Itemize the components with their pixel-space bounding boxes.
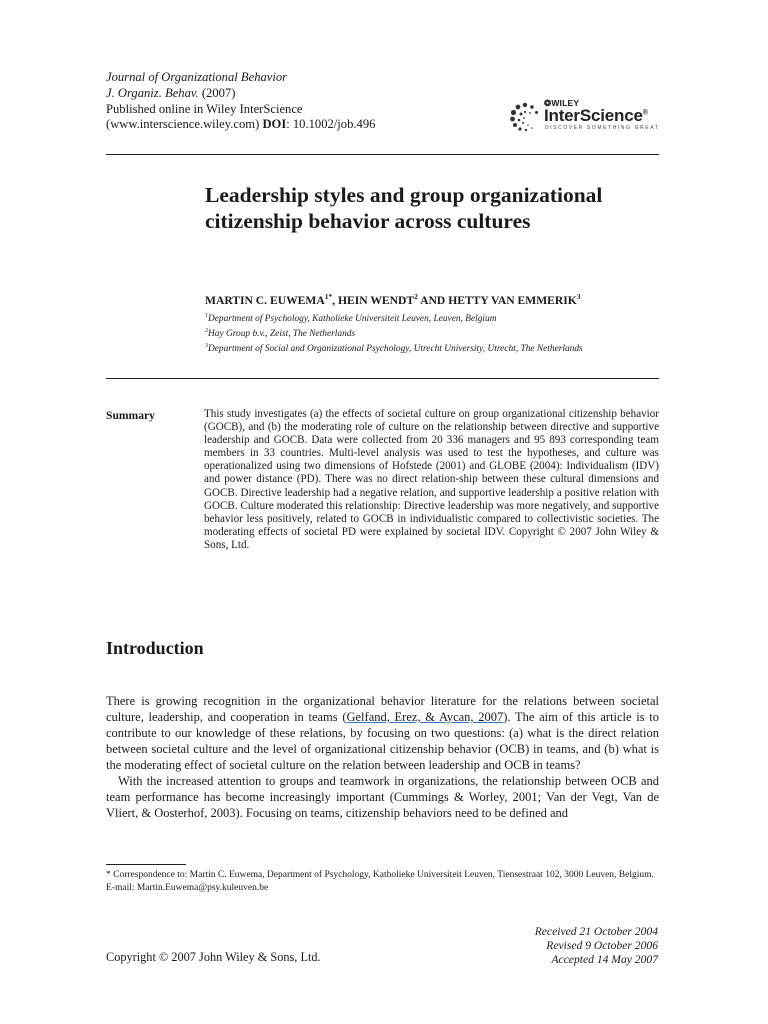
summary-text: This study investigates (a) the effects of societal culture on group organizational citizenship behavior (GOCB), and (b) the moderating role of culture on the relationship between directive and supportive leadership and GOCB. Data were collected from 20 336 managers and 95 893 corresponding team members in 33 countries. Multi-level analysis was used to test the hypotheses, and culture was operationalized using two dimensions of Hofstede (2001) and GLOBE (2004): Individualism (IDV) and power distance (PD). There was no direct relation-ship between these cultural dimensions and GOCB. Directive leadership had a negative relation, and supportive leadership a positive relation with GOCB. Culture moderated this relationship: Directive leadership was more negatively, and supportive behavior less positively, related to GOCB in individualistic compared to collectivistic societies. The moderating effects of societal PD were explained by societal IDV. Copyright © 2007 John Wiley & Sons, Ltd. <box>204 408 659 551</box>
paragraph: There is growing recognition in the organizational behavior literature for the relations between societal culture, leadership, and cooperation in teams (Gelfand, Erez, & Aycan, 2007). The aim of this article is to contribute to our knowledge of these relations, by focusing on two questions: (a) what is the direct relation between societal culture and the level of organizational citizenship behavior (OCB) in teams, and (b) what is the moderating effect of societal culture on the relation between leadership and OCB in teams? <box>106 694 659 772</box>
paragraph: With the increased attention to groups and teamwork in organizations, the relationship between OCB and team performance has become increasingly important (Cummings & Worley, 2001; Van der Vegt, Van de Vliert, & Oosterhof, 2003). Focusing on teams, citizenship behaviors need to be defined and <box>106 774 659 820</box>
logo-interscience-text: InterScience® <box>544 106 648 125</box>
author-name: MARTIN C. EUWEMA <box>205 293 325 307</box>
summary-top-rule <box>106 378 659 379</box>
copyright-notice: Copyright © 2007 John Wiley & Sons, Ltd. <box>106 950 321 964</box>
dots-emblem-icon <box>508 100 542 134</box>
author-name: HETTY VAN EMMERIK <box>448 293 577 307</box>
affiliation-item: $^1$Department of Psychology, Katholieke Universiteit Leuven, Leuven, Belgium <box>205 313 497 325</box>
wiley-mark-icon: ❂ <box>544 98 552 108</box>
citation-link[interactable]: Gelfand, Erez, & Aycan, 2007 <box>346 710 504 724</box>
journal-year: (2007) <box>201 85 236 100</box>
article-title: Leadership styles and group organizational citizenship behavior across cultures <box>205 183 603 233</box>
correspondence-footnote: * Correspondence to: Martin C. Euwema, Department of Psychology, Katholieke Universiteit Leuven, Tiensestraat 102, 3000 Leuven, Belgium. E-mail: Martin.Euwema@psy.kuleuven.be <box>106 870 654 893</box>
doi-label: DOI <box>262 117 287 132</box>
footnote-rule <box>106 864 186 865</box>
doi-line <box>106 117 375 133</box>
affiliation-item: $^3$Department of Social and Organizational Psychology, Utrecht University, Utrecht, The Netherlands <box>205 342 583 354</box>
author-sup: 1* <box>324 292 333 301</box>
journal-name: Journal of Organizational Behavior <box>106 70 288 84</box>
received-date: Received 21 October 2004 <box>534 925 658 938</box>
wiley-interscience-logo <box>508 96 660 136</box>
accepted-date: Accepted 14 May 2007 <box>551 953 658 966</box>
published-line: Published online in Wiley InterScience <box>106 101 303 116</box>
revised-date: Revised 9 October 2006 <box>546 939 658 952</box>
affiliation-item: $^2$Hay Group b.v., Zeist, The Netherlands <box>205 327 356 340</box>
affiliation-list <box>205 311 583 356</box>
journal-url[interactable]: (www.interscience.wiley.com) <box>106 117 260 132</box>
journal-header <box>106 70 375 133</box>
introduction-body <box>106 693 659 821</box>
author-sup: 2 <box>414 292 418 301</box>
journal-abbrev-line <box>106 86 375 102</box>
logo-wiley-text: ❂WILEY <box>544 98 580 108</box>
journal-abbrev: J. Organiz. Behav. <box>106 85 199 100</box>
header-rule <box>106 154 659 155</box>
logo-tagline: DISCOVER SOMETHING GREAT <box>545 125 660 131</box>
summary-label: Summary <box>106 409 155 422</box>
author-sup: 3 <box>576 292 581 301</box>
author-name: HEIN WENDT <box>338 293 415 307</box>
author-list: MARTIN C. $EUWEMA^{1*}$, HEIN WENDT$^2$ AND HETTY VAN EMMERIK$^3$ <box>205 292 581 307</box>
section-heading-introduction: Introduction <box>106 638 204 658</box>
doi-value[interactable]: : 10.1002/job.496 <box>286 117 376 132</box>
manuscript-dates <box>440 925 658 967</box>
